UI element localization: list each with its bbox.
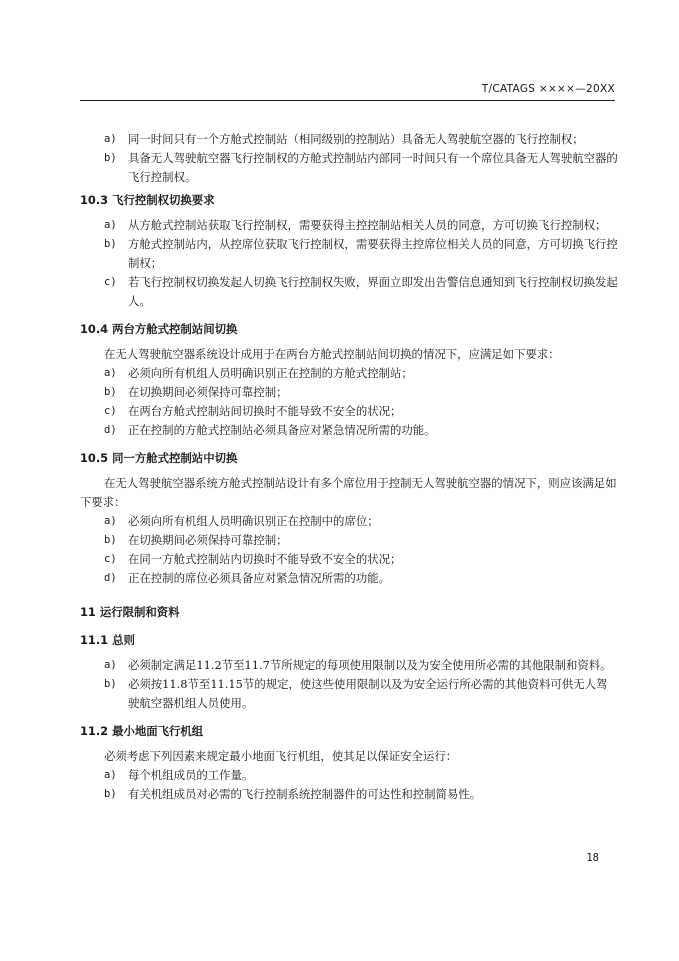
list-marker: d) bbox=[104, 424, 117, 436]
list-item bbox=[80, 216, 618, 235]
list-marker: a) bbox=[104, 367, 117, 379]
list-item bbox=[80, 550, 618, 569]
list-item bbox=[80, 273, 618, 311]
list-marker: a) bbox=[104, 133, 117, 145]
list-item-text: 在两台方舱式控制站间切换时不能导致不安全的状况； bbox=[128, 404, 402, 418]
list-item-text: 在切换期间必须保持可靠控制； bbox=[128, 533, 288, 547]
list-item-text: 必须制定满足11.2节至11.7节所规定的每项使用限制以及为安全使用所必需的其他限制和资料。 bbox=[128, 658, 612, 672]
standard-number: T/CATAGS ××××—20XX bbox=[481, 83, 615, 95]
list-item bbox=[80, 656, 618, 675]
list-top bbox=[80, 130, 618, 187]
list-item-text: 正在控制的方舱式控制站必须具备应对紧急情况所需的功能。 bbox=[128, 423, 436, 437]
list-marker: a) bbox=[104, 219, 117, 231]
list-marker: a) bbox=[104, 515, 117, 527]
list-marker: b) bbox=[104, 678, 117, 690]
list-item bbox=[80, 785, 618, 804]
list-item-text: 必须向所有机组人员明确识别正在控制的方舱式控制站； bbox=[128, 366, 413, 380]
list-item bbox=[80, 402, 618, 421]
list-item bbox=[80, 364, 618, 383]
list-marker: a) bbox=[104, 769, 117, 781]
list-marker: c) bbox=[104, 553, 117, 565]
section-heading-11-1: 11.1 总则 bbox=[80, 633, 135, 647]
header-rule bbox=[80, 100, 615, 101]
list-item bbox=[80, 235, 618, 273]
list-item-text: 必须按11.8节至11.15节的规定，使这些使用限制以及为安全运行所必需的其他资料可供无人驾驶航空器机组人员使用。 bbox=[128, 677, 608, 710]
section-intro: 在无人驾驶航空器系统设计成用于在两台方舱式控制站间切换的情况下，应满足如下要求： bbox=[104, 347, 560, 361]
list-item-text: 若飞行控制权切换发起人切换飞行控制权失败，界面立即发出告警信息通知到飞行控制权切换发起人。 bbox=[128, 275, 618, 308]
list-item bbox=[80, 512, 618, 531]
list-item bbox=[80, 383, 618, 402]
list-marker: c) bbox=[104, 405, 117, 417]
list-marker: c) bbox=[104, 276, 117, 288]
document-body bbox=[80, 130, 618, 804]
list-item bbox=[80, 149, 618, 187]
list-item-text: 方舱式控制站内，从控席位获取飞行控制权，需要获得主控席位相关人员的同意，方可切换飞行控制权； bbox=[128, 237, 618, 270]
list-item-text: 具备无人驾驶航空器飞行控制权的方舱式控制站内部同一时间只有一个席位具备无人驾驶航空器的飞行控制权。 bbox=[128, 151, 618, 184]
list-item bbox=[80, 675, 618, 713]
list-item-text: 正在控制的席位必须具备应对紧急情况所需的功能。 bbox=[128, 571, 390, 585]
section-heading-10-4: 10.4 两台方舱式控制站间切换 bbox=[80, 322, 238, 336]
list-marker: b) bbox=[104, 152, 117, 164]
list-marker: b) bbox=[104, 386, 117, 398]
list-item bbox=[80, 421, 618, 440]
page-number: 18 bbox=[586, 852, 599, 864]
list-item-text: 在同一方舱式控制站内切换时不能导致不安全的状况； bbox=[128, 552, 402, 566]
section-intro: 在无人驾驶航空器系统方舱式控制站设计有多个席位用于控制无人驾驶航空器的情况下，则应该满足如下要求： bbox=[80, 476, 617, 509]
list-item bbox=[80, 766, 618, 785]
chapter-heading-11: 11 运行限制和资料 bbox=[80, 605, 180, 619]
list-item-text: 必须向所有机组人员明确识别正在控制中的席位； bbox=[128, 514, 379, 528]
section-intro: 必须考虑下列因素来规定最小地面飞行机组，使其足以保证安全运行： bbox=[104, 749, 458, 763]
list-marker: b) bbox=[104, 788, 117, 800]
list-item bbox=[80, 569, 618, 588]
section-heading-11-2: 11.2 最小地面飞行机组 bbox=[80, 724, 204, 738]
list-item-text: 有关机组成员对必需的飞行控制系统控制器件的可达性和控制简易性。 bbox=[128, 787, 482, 801]
list-item-text: 在切换期间必须保持可靠控制； bbox=[128, 385, 288, 399]
list-item-text: 每个机组成员的工作量。 bbox=[128, 768, 254, 782]
list-item-text: 从方舱式控制站获取飞行控制权，需要获得主控控制站相关人员的同意，方可切换飞行控制权； bbox=[128, 218, 607, 232]
section-heading-10-3: 10.3 飞行控制权切换要求 bbox=[80, 193, 215, 207]
list-marker: d) bbox=[104, 572, 117, 584]
list-item-text: 同一时间只有一个方舱式控制站（相同级别的控制站）具备无人驾驶航空器的飞行控制权； bbox=[128, 132, 584, 146]
list-marker: b) bbox=[104, 534, 117, 546]
list-marker: a) bbox=[104, 659, 117, 671]
list-item bbox=[80, 531, 618, 550]
list-marker: b) bbox=[104, 238, 117, 250]
section-heading-10-5: 10.5 同一方舱式控制站中切换 bbox=[80, 451, 238, 465]
list-item bbox=[80, 130, 618, 149]
